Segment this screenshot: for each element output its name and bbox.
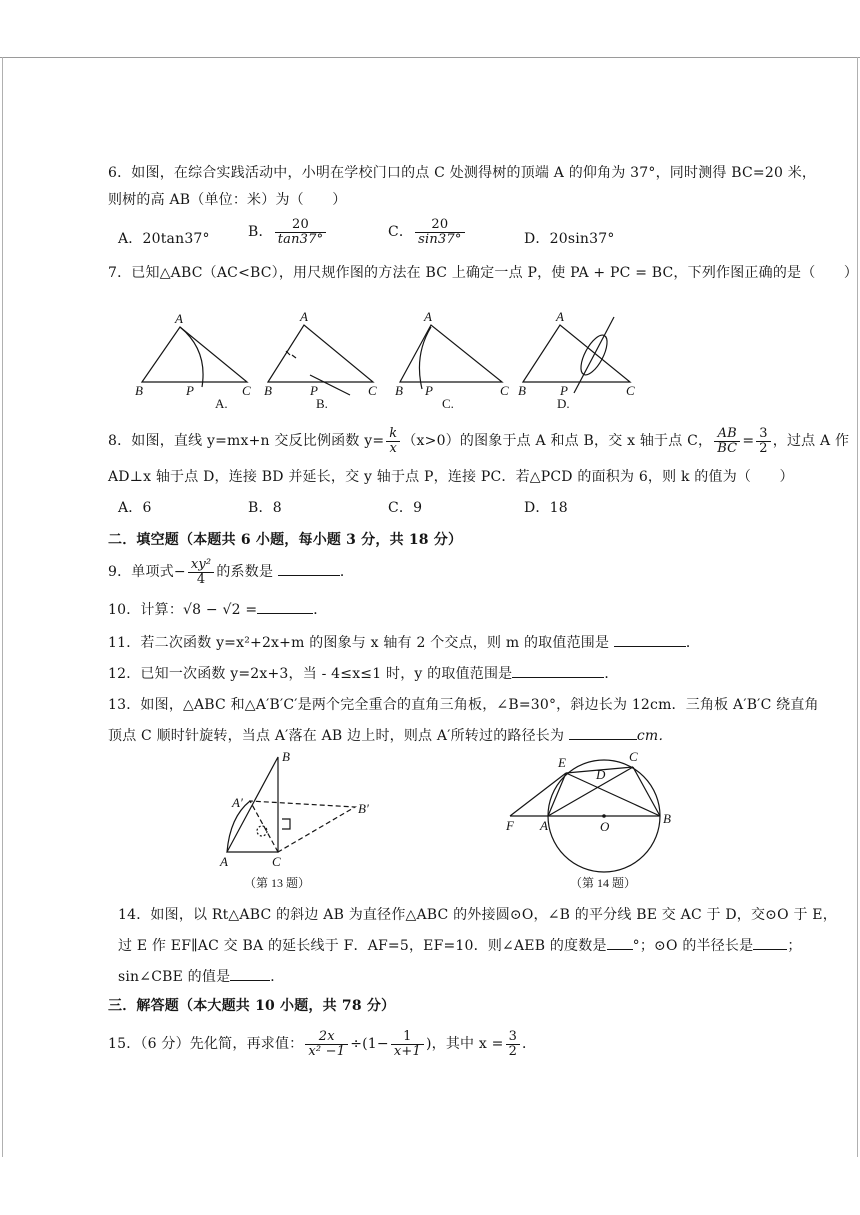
q7-fig-c-label-p: P xyxy=(425,383,433,398)
q7-option-a: A. xyxy=(215,396,228,411)
q12-answer-blank[interactable] xyxy=(512,665,604,678)
q8-option-a: A．6 xyxy=(118,500,152,516)
q14-line1: 14．如图，以 Rt△ABC 的斜边 AB 为直径作△ABC 的外接圆⊙O，∠B 的平分线 BE 交 AC 于 D，交⊙O 于 E， xyxy=(118,907,837,923)
q10: 10．计算：√8 − √2 = ． xyxy=(108,602,328,618)
q13-label-c: C xyxy=(272,854,281,869)
page-right-border xyxy=(857,57,858,1157)
q15: 15．（6 分）先化简，再求值： $\frac{2x}{\text{x² −1}}$ ÷(1− $\frac{1}{x+1}$ )，其中 x = $\frac{3}{2}$ ． xyxy=(108,1029,537,1059)
q14-label-e: E xyxy=(558,755,566,770)
q7-fig-b-ticks xyxy=(286,351,296,358)
page-top-border xyxy=(0,57,860,58)
q10-answer-blank[interactable] xyxy=(257,601,313,614)
q7-fig-b-label-p: P xyxy=(310,383,318,398)
q13-triangle-a1b1c xyxy=(250,801,355,852)
q14-center-dot xyxy=(602,814,606,818)
q13-label-a: A xyxy=(220,854,228,869)
q7-fig-d-triangle xyxy=(523,325,630,382)
q7-fig-c-label-a: A xyxy=(424,309,432,324)
q7-fig-a-label-p: P xyxy=(186,383,194,398)
q7-fig-b-label-b: B xyxy=(264,383,272,398)
q9-answer-blank[interactable] xyxy=(278,563,340,576)
q14-answer-blank-sin[interactable] xyxy=(230,968,270,981)
q14-figure xyxy=(500,745,690,890)
q7-fig-a-label-a: A xyxy=(175,311,183,326)
q13-label-a1: A′ xyxy=(232,795,243,810)
q7-fig-b-label-a: A xyxy=(300,309,308,324)
q7-fig-a-label-b: B xyxy=(135,383,143,398)
page-left-border xyxy=(2,57,3,1157)
q14-line2: 过 E 作 EF∥AC 交 BA 的延长线于 F．AF=5，EF=10．则∠AEB 的度数是 °；⊙O 的半径长是 ； xyxy=(118,938,802,954)
q8-line1: 8．如图，直线 y=mx+n 交反比例函数 y= $\frac{k}{x}$ （x>0）的图象于点 A 和点 B，交 x 轴于点 C， $\frac{AB}{BC}$ = $\frac{3}{2}$ ，过点 A 作 xyxy=(108,426,850,456)
q6-option-d: D．20sin37° xyxy=(524,231,615,247)
q6-line1: 6．如图，在综合实践活动中，小明在学校门口的点 C 处测得树的顶端 A 的仰角为 37°，同时测得 BC=20 米， xyxy=(108,165,817,181)
q11: 11．若二次函数 y=x²+2x+m 的图象与 x 轴有 2 个交点，则 m 的取值范围是 ． xyxy=(108,635,701,651)
q14-label-c: C xyxy=(629,749,638,764)
q14-label-d: D xyxy=(596,767,606,782)
q13-right-angle-mark xyxy=(282,819,290,829)
q8-option-c: C．9 xyxy=(388,500,423,516)
q6-option-b: B． $\frac{20}{\tan 37^\circ}$ xyxy=(248,218,328,246)
q11-answer-blank[interactable] xyxy=(614,634,686,647)
q13-caption: （第 13 题） xyxy=(244,876,311,890)
q7-option-b: B. xyxy=(316,396,328,411)
q13-answer-blank[interactable] xyxy=(569,727,637,740)
q14-label-o: O xyxy=(600,819,610,834)
q7-fig-c-label-b: B xyxy=(395,383,403,398)
q7-fig-c-label-c: C xyxy=(500,383,509,398)
q7-fig-a-label-c: C xyxy=(242,383,251,398)
q7-line1: 7．已知△ABC（AC<BC），用尺规作图的方法在 BC 上确定一点 P，使 PA + PC = BC，下列作图正确的是（ ） xyxy=(108,265,859,281)
q14-label-b: B xyxy=(663,811,671,826)
q6-line2: 则树的高 AB（单位：米）为（ ） xyxy=(108,192,347,208)
q7-fig-d-label-c: C xyxy=(626,383,635,398)
q12: 12．已知一次函数 y=2x+3，当 - 4≤x≤1 时，y 的取值范围是 ． xyxy=(108,666,619,682)
q14-label-f: F xyxy=(506,818,514,833)
q13-figure xyxy=(210,745,390,890)
q7-fig-b-triangle xyxy=(268,325,373,382)
q6-option-c: C． $\frac{20}{\sin 37^\circ}$ xyxy=(388,218,467,246)
q7-fig-c-triangle xyxy=(400,325,502,382)
q7-fig-d-label-p: P xyxy=(560,383,568,398)
q8-line2: AD⊥x 轴于点 D，连接 BD 并延长，交 y 轴于点 P，连接 PC．若△PCD 的面积为 6，则 k 的值为（ ） xyxy=(108,469,794,485)
q14-answer-blank-angle[interactable] xyxy=(607,937,633,950)
q13-angle-mark xyxy=(257,826,267,836)
q13-label-b: B xyxy=(282,749,290,764)
q7-fig-b-label-c: C xyxy=(368,383,377,398)
q7-option-d: D. xyxy=(557,396,570,411)
q13-label-b1: B′ xyxy=(358,801,369,816)
q8-option-b: B．8 xyxy=(248,500,282,516)
q8-option-d: D．18 xyxy=(524,500,568,516)
q14-label-a: A xyxy=(540,818,548,833)
q13-line1: 13．如图，△ABC 和△A′B′C′是两个完全重合的直角三角板，∠B=30°，斜边长为 12cm．三角板 A′B′C 绕直角 xyxy=(108,697,819,713)
q13-line2: 顶点 C 顺时针旋转，当点 A′落在 AB 边上时，则点 A′所转过的路径长为 cm． xyxy=(108,728,673,744)
q14-line3: sin∠CBE 的值是 ． xyxy=(118,969,285,985)
q7-fig-d-label-a: A xyxy=(556,309,564,324)
q14-line-cb xyxy=(633,767,660,816)
section-2-heading: 二．填空题（本题共 6 小题，每小题 3 分，共 18 分） xyxy=(108,532,463,548)
q7-fig-a-triangle xyxy=(142,327,247,382)
q14-answer-blank-radius[interactable] xyxy=(753,937,787,950)
q6-option-a: A．20tan37° xyxy=(118,231,210,247)
q14-line-ac xyxy=(548,767,633,816)
section-3-heading: 三．解答题（本大题共 10 小题，共 78 分） xyxy=(108,998,396,1014)
q9: 9．单项式− $\frac{\text{xy²}}{4}$ 的系数是 ． xyxy=(108,557,355,587)
q14-caption: （第 14 题） xyxy=(570,876,637,890)
q7-option-c: C. xyxy=(442,396,454,411)
q7-figures xyxy=(120,305,660,415)
q7-fig-d-label-b: B xyxy=(518,383,526,398)
